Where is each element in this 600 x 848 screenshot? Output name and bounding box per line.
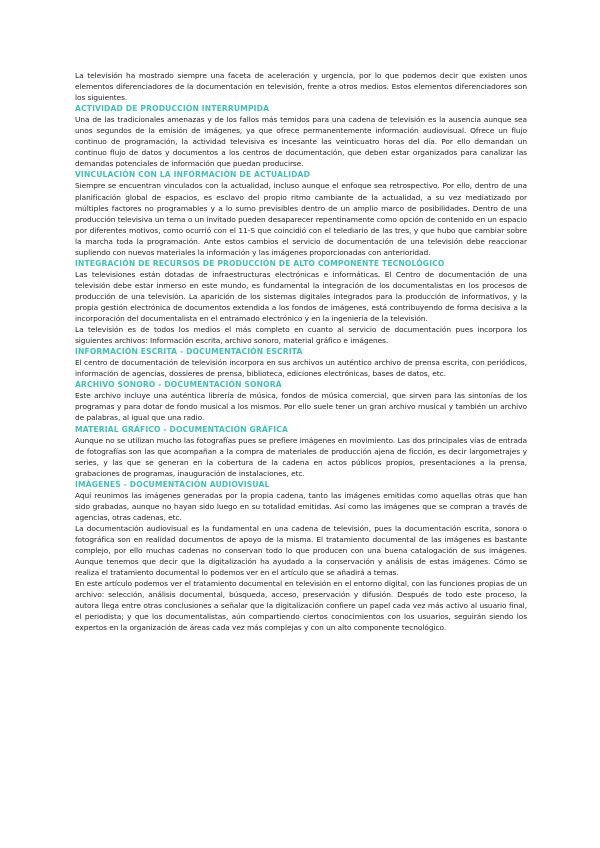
section-heading: INFORMACIÓN ESCRITA - DOCUMENTACIÓN ESCRITA: [75, 347, 303, 357]
paragraph: En este artículo podemos ver el tratamiento documental en televisión en el entorno digital, con las funciones propias de un archivo: selección, análisis documental, búsqueda, acceso, preservación y difusión. Después de todo este proceso, la autora llega entre otras conclusiones a señalar que la digitalización confiere un papel cada vez más activo al usuario final, el periodista; y que los documentalistas, aún compartiendo ciertos conocimientos con los usuarios, seguirán siendo los expertos en la organización de áreas cada vez más complejas y con un alto componente tecnológico.: [75, 579, 527, 633]
section-heading: ARCHIVO SONORO - DOCUMENTACIÓN SONORA: [75, 380, 282, 390]
section-imagenes-audiovisual: [75, 479, 527, 634]
paragraph: La televisión es de todos los medios el más completo en cuanto al servicio de documentación pues incorpora los siguientes archivos: Información escrita, archivo sonoro, material gráfico e imágenes.: [75, 325, 527, 346]
paragraph: Este archivo incluye una auténtica librería de música, fondos de música comercial, que sirven para las sintonías de los programas y para dotar de fondo musical a los mismos. Por ello suele tener un gran archivo musical y también un archivo de palabras, al igual que una radio.: [75, 391, 527, 423]
section-vinculacion-actualidad: [75, 169, 527, 257]
section-material-grafico: [75, 424, 527, 479]
section-integracion-recursos: [75, 258, 527, 346]
section-archivo-sonoro: [75, 379, 527, 423]
paragraph: Las televisiones están dotadas de infraestructuras electrónicas e informáticas. El Centro de documentación de una televisión debe estar inmerso en este mundo, es fundamental la integración de los documentalistas en los procesos de producción de una televisión. La aparición de los sistemas digitales integrados para la producción de informativos, y la propia gestión electrónica de documentos extendida a los fondos de imágenes, está contribuyendo de forma decisiva a la incorporación del documentalista en el entramado electrónico y en la ingeniería de la televisión.: [75, 269, 527, 324]
section-heading: VINCULACIÓN CON LA INFORMACIÓN DE ACTUALIDAD: [75, 170, 311, 180]
document-page: [75, 70, 527, 633]
section-informacion-escrita: [75, 346, 527, 379]
section-heading: ACTIVIDAD DE PRODUCCIÓN INTERRUMPIDA: [75, 104, 270, 114]
section-heading: MATERIAL GRÁFICO - DOCUMENTACIÓN GRÁFICA: [75, 424, 289, 434]
paragraph: La documentación audiovisual es la fundamental en una cadena de televisión, pues la documentación escrita, sonora o fotográfica son en realidad documentos de apoyo de la misma. El tratamiento documental de las imágenes es bastante complejo, por ello muchas cadenas no conservan todo lo que producen con una buena catalogación de sus imágenes. Aunque tenemos que decir que la digitalización ha ayudado a la conservación y análisis de estas imágenes. Cómo se realiza el tratamiento documental lo podemos ver en el artículo que se añadirá a temas.: [75, 523, 527, 578]
paragraph: Aquí reunimos las imágenes generadas por la propia cadena, tanto las imágenes emitidas como aquellas otras que han sido grabadas, aunque no hayan sido luego en su totalidad emitidas. Así como las imágenes que se compran a través de agencias, otras cadenas, etc.: [75, 490, 527, 522]
intro-paragraph: La televisión ha mostrado siempre una faceta de aceleración y urgencia, por lo que podemos decir que existen unos elementos diferenciadores de la documentación en televisión, frente a otros medios. Estos elementos diferenciadores son los siguientes.: [75, 71, 527, 103]
section-produccion-interrumpida: [75, 103, 527, 169]
paragraph: Aunque no se utilizan mucho las fotografías pues se prefiere imágenes en movimiento. Las dos principales vías de entrada de fotografías son las que acompañan a la compra de materiales de producción ajena de ficción, es decir largometrajes y series, y las que se generan en la cobertura de la cadena en actos públicos propios, presentaciones a la prensa, grabaciones de programas, inauguración de instalaciones, etc.: [75, 435, 527, 478]
paragraph: El centro de documentación de televisión incorpora en sus archivos un auténtico archivo de prensa escrita, con periódicos, información de agencias, dossieres de prensa, biblioteca, ediciones electrónicas, bases de datos, etc.: [75, 358, 527, 379]
paragraph: Siempre se encuentran vinculados con la actualidad, incluso aunque el enfoque sea retrospectivo. Por ello, dentro de una planificación global de espacios, es esclavo del propio ritmo cambiante de la actualidad, a su vez mediatizado por múltiples factores no programables y a lo sumo previsibles dentro de un amplio marco de posibilidades. Dentro de una producción televisiva un tema o un invitado pueden desaparecer repentinamente como opción de contenido en un espacio por diferentes motivos, como ocurrió con el 11-S que coincidió con el telediario de las tres, y que hubo que cambiar sobre la marcha toda la programación. Ante estos cambios el servicio de documentación de una televisión debe reaccionar supliendo con nuevos materiales la información y las imágenes proporcionadas con anterioridad.: [75, 181, 527, 257]
section-heading: INTEGRACIÓN DE RECURSOS DE PRODUCCIÓN DE ALTO COMPONENTE TECNOLÓGICO: [75, 258, 445, 268]
section-heading: IMÁGENES - DOCUMENTACIÓN AUDIOVISUAL: [75, 479, 270, 489]
paragraph: Una de las tradicionales amenazas y de los fallos más temidos para una cadena de televisión es la ausencia aunque sea unos segundos de la emisión de imágenes, ya que ofrece permanentemente información audiovisual. Ofrece un flujo continuo de programación, la actividad televisiva es incesante las veinticuatro horas del día. Por ello demandan un continuo flujo de datos y documentos a los centros de documentación, que deben estar organizados para canalizar las demandas potenciales de información que puedan producirse.: [75, 115, 527, 169]
